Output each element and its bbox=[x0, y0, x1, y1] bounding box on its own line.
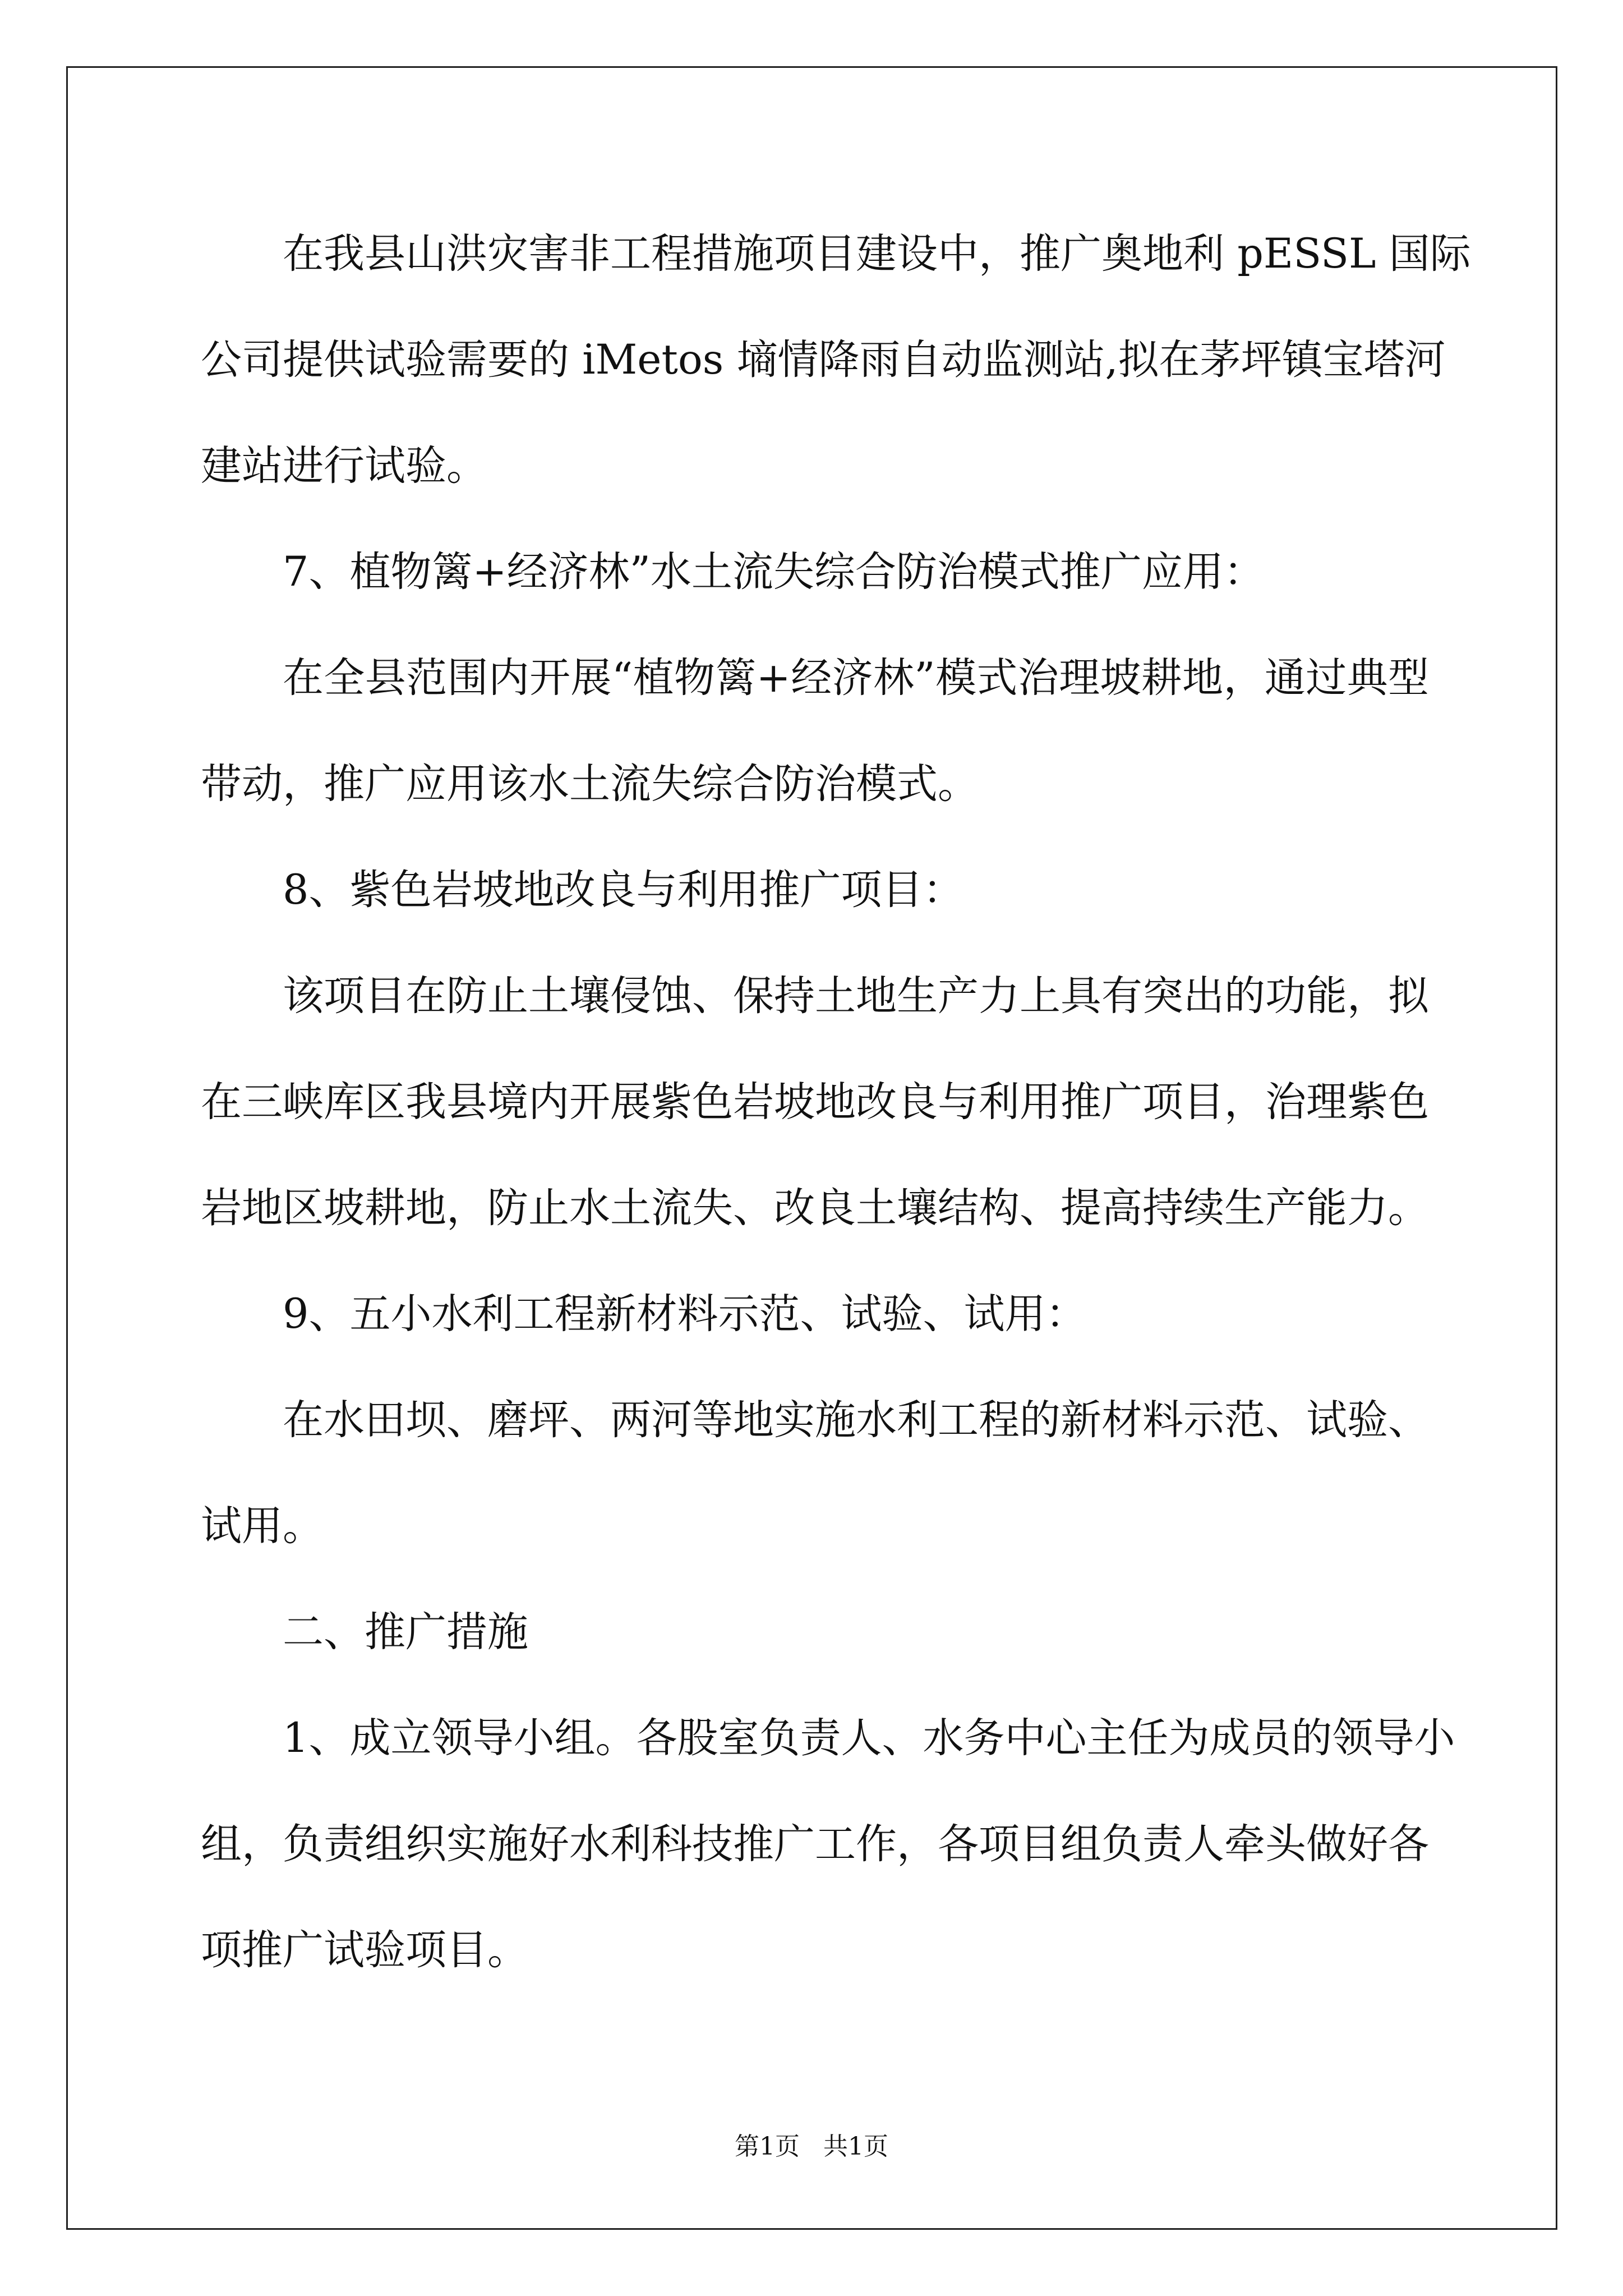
heading-line: 9、五小水利工程新材料示范、试验、试用： bbox=[283, 1290, 1087, 1338]
paragraph bbox=[201, 943, 1429, 1261]
paragraph-line: 项推广试验项目。 bbox=[201, 1926, 528, 1974]
paragraph-line: 组，负责组织实施好水利科技推广工作，各项目组负责人牵头做好各 bbox=[201, 1820, 1429, 1868]
section-heading bbox=[201, 1261, 1429, 1367]
paragraph-line: 在三峡库区我县境内开展紫色岩坡地改良与利用推广项目，治理紫色 bbox=[201, 1078, 1429, 1126]
paragraph-line: 建站进行试验。 bbox=[201, 442, 487, 490]
document-body bbox=[201, 201, 1471, 2003]
paragraph-line: 岩地区坡耕地，防止水土流失、改良土壤结构、提高持续生产能力。 bbox=[201, 1184, 1429, 1232]
paragraph-line: 在水田坝、磨坪、两河等地实施水利工程的新材料示范、试验、 bbox=[283, 1396, 1429, 1444]
paragraph-line: 带动，推广应用该水土流失综合防治模式。 bbox=[201, 760, 979, 808]
paragraph-line: 在我县山洪灾害非工程措施项目建设中，推广奥地利 pESSL 国际 bbox=[283, 230, 1471, 278]
section-heading bbox=[201, 1579, 1429, 1685]
section-heading bbox=[201, 519, 1429, 625]
heading-line: 二、推广措施 bbox=[283, 1608, 528, 1656]
paragraph bbox=[201, 625, 1429, 837]
heading-line: 8、紫色岩坡地改良与利用推广项目： bbox=[283, 866, 964, 914]
paragraph-line: 公司提供试验需要的 iMetos 墒情降雨自动监测站,拟在茅坪镇宝塔河 bbox=[201, 336, 1446, 384]
section-heading bbox=[201, 837, 1429, 943]
paragraph bbox=[201, 201, 1471, 519]
heading-line: 7、植物篱+经济林”水土流失综合防治模式推广应用： bbox=[283, 548, 1265, 596]
paragraph-line: 1、成立领导小组。各股室负责人、水务中心主任为成员的领导小 bbox=[283, 1714, 1455, 1762]
paragraph-line: 试用。 bbox=[201, 1502, 324, 1550]
paragraph bbox=[201, 1685, 1455, 2003]
paragraph bbox=[201, 1367, 1429, 1579]
paragraph-line: 在全县范围内开展“植物篱+经济林”模式治理坡耕地，通过典型 bbox=[283, 654, 1429, 702]
page-number-footer: 第1页 共1页 bbox=[735, 2132, 888, 2161]
paragraph-line: 该项目在防止土壤侵蚀、保持土地生产力上具有突出的功能，拟 bbox=[283, 972, 1429, 1020]
